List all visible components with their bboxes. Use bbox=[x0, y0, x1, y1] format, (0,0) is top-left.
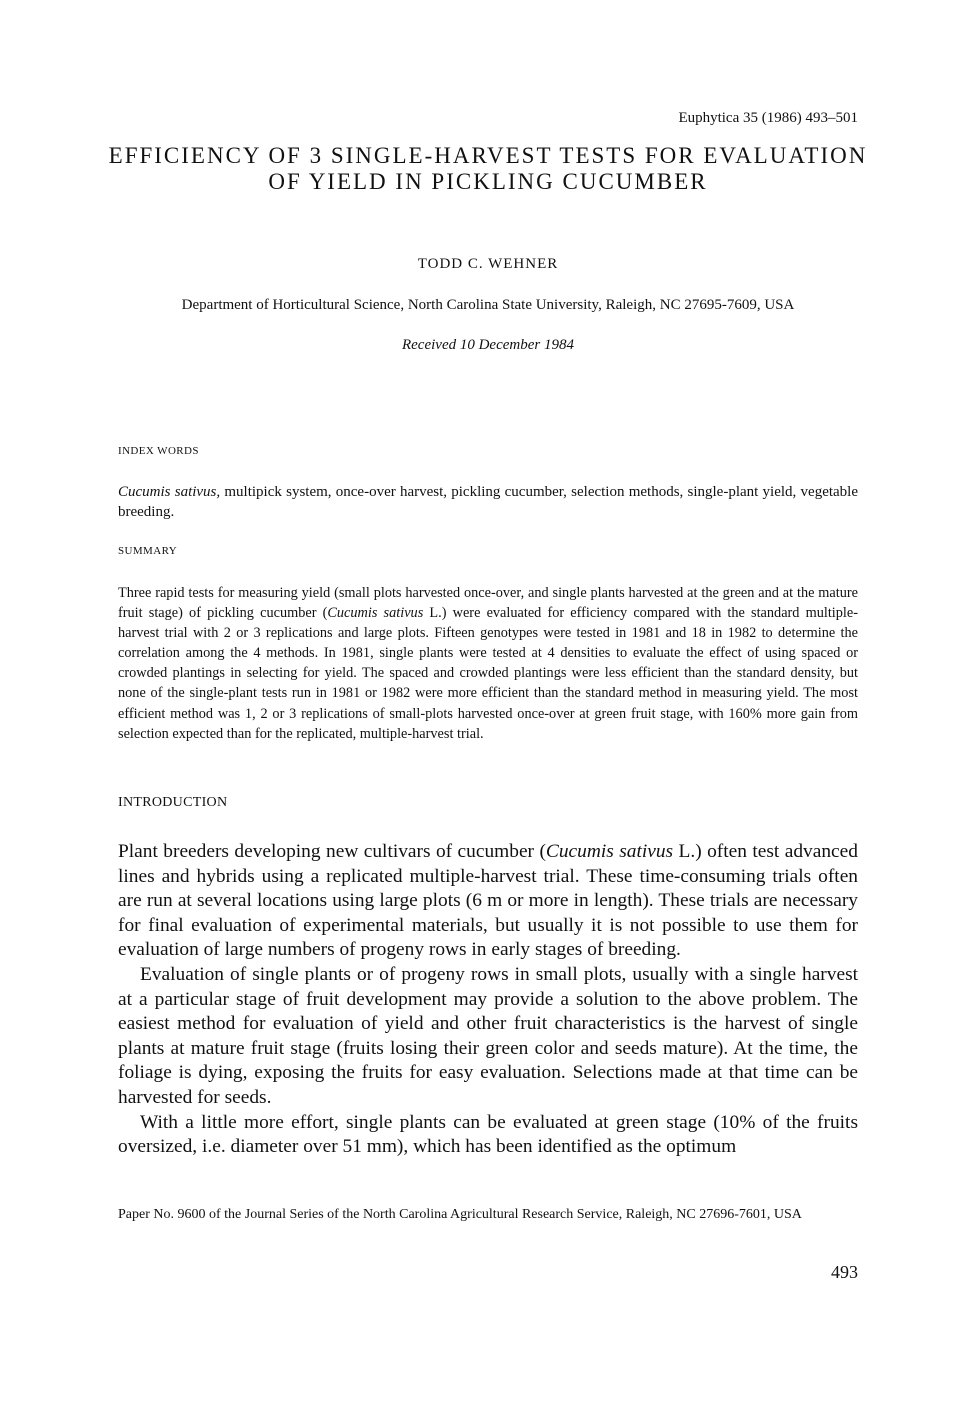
summary-italic-species: Cucumis sativus bbox=[327, 605, 424, 622]
intro-p1-part2: L.) often test advanced lines and hybrids using a replicated multiple-harvest trial. These time-consuming trials often are run at several locations using large plots (6 m or more in length). These trials are necessary for final evaluation of experimental materials, but usually it is not possible to use them for evaluation of large numbers of progeny rows in early stages of breeding. bbox=[118, 841, 858, 961]
introduction-body bbox=[118, 840, 858, 1160]
summary-part1: Three rapid tests for measuring yield (small plots harvested once-over, and single plants harvested at the green and at the mature fruit stage) of pickling cucumber ( bbox=[118, 585, 858, 622]
index-words-italic-term: Cucumis sativus, bbox=[118, 484, 221, 500]
footnote: Paper No. 9600 of the Journal Series of the North Carolina Agricultural Research Service, Raleigh, NC 27696-7601, USA bbox=[118, 1207, 802, 1222]
index-words-heading: INDEX WORDS bbox=[118, 445, 199, 457]
author-name: TODD C. WEHNER bbox=[417, 256, 559, 272]
index-words-text bbox=[118, 482, 858, 522]
summary-part2: L.) were evaluated for efficiency compared with the standard multiple-harvest trial with 2 or 3 replications and large plots. Fifteen genotypes were tested in 1981 and 18 in 1982 to determine the correlation among the 4 methods. In 1981, single plants were tested at 4 densities to evaluate the effect of using spaced or crowded plantings in selecting for yield. The spaced and crowded plantings were less efficient than the standard density, but none of the single-plant tests run in 1981 or 1982 were more efficient than the standard method in measuring yield. The most efficient method was 1, 2 or 3 replications of small-plots harvested once-over at green fruit stage, with 160% more gain from selection expected than for the replicated, multiple-harvest trial. bbox=[118, 605, 859, 742]
intro-paragraph-3: With a little more effort, single plants can be evaluated at green stage (10% of the fruits oversized, i.e. diameter over 51 mm), which has been identified as the optimum bbox=[118, 1111, 858, 1158]
intro-paragraph-2: Evaluation of single plants or of progeny rows in small plots, usually with a single harvest at a particular stage of fruit development may provide a solution to the above problem. The easiest method for evaluation of yield and other fruit characteristics is the harvest of single plants at mature fruit stage (fruits losing their green color and seeds mature). At the time, the foliage is dying, exposing the fruits for easy evaluation. Selections made at that time can be harvested for seeds. bbox=[118, 963, 858, 1108]
author-affiliation: Department of Horticultural Science, North Carolina State University, Raleigh, NC 27695-7609, USA bbox=[181, 297, 795, 313]
intro-p1-italic-species: Cucumis sativus bbox=[545, 841, 674, 862]
summary-text bbox=[118, 583, 858, 744]
intro-p1-part1: Plant breeders developing new cultivars of cucumber ( bbox=[118, 841, 546, 862]
journal-reference: Euphytica 35 (1986) 493–501 bbox=[678, 110, 858, 126]
article-title: EFFICIENCY OF 3 SINGLE-HARVEST TESTS FOR EVALUATION OF YIELD IN PICKLING CUCUMBER bbox=[108, 143, 868, 194]
summary-heading: SUMMARY bbox=[118, 545, 178, 557]
intro-paragraph-1 bbox=[118, 840, 858, 963]
page-number: 493 bbox=[831, 1262, 858, 1282]
index-words-rest: multipick system, once-over harvest, pickling cucumber, selection methods, single-plant yield, vegetable breeding. bbox=[118, 484, 858, 520]
received-date: Received 10 December 1984 bbox=[401, 337, 574, 353]
introduction-heading: INTRODUCTION bbox=[118, 795, 228, 810]
